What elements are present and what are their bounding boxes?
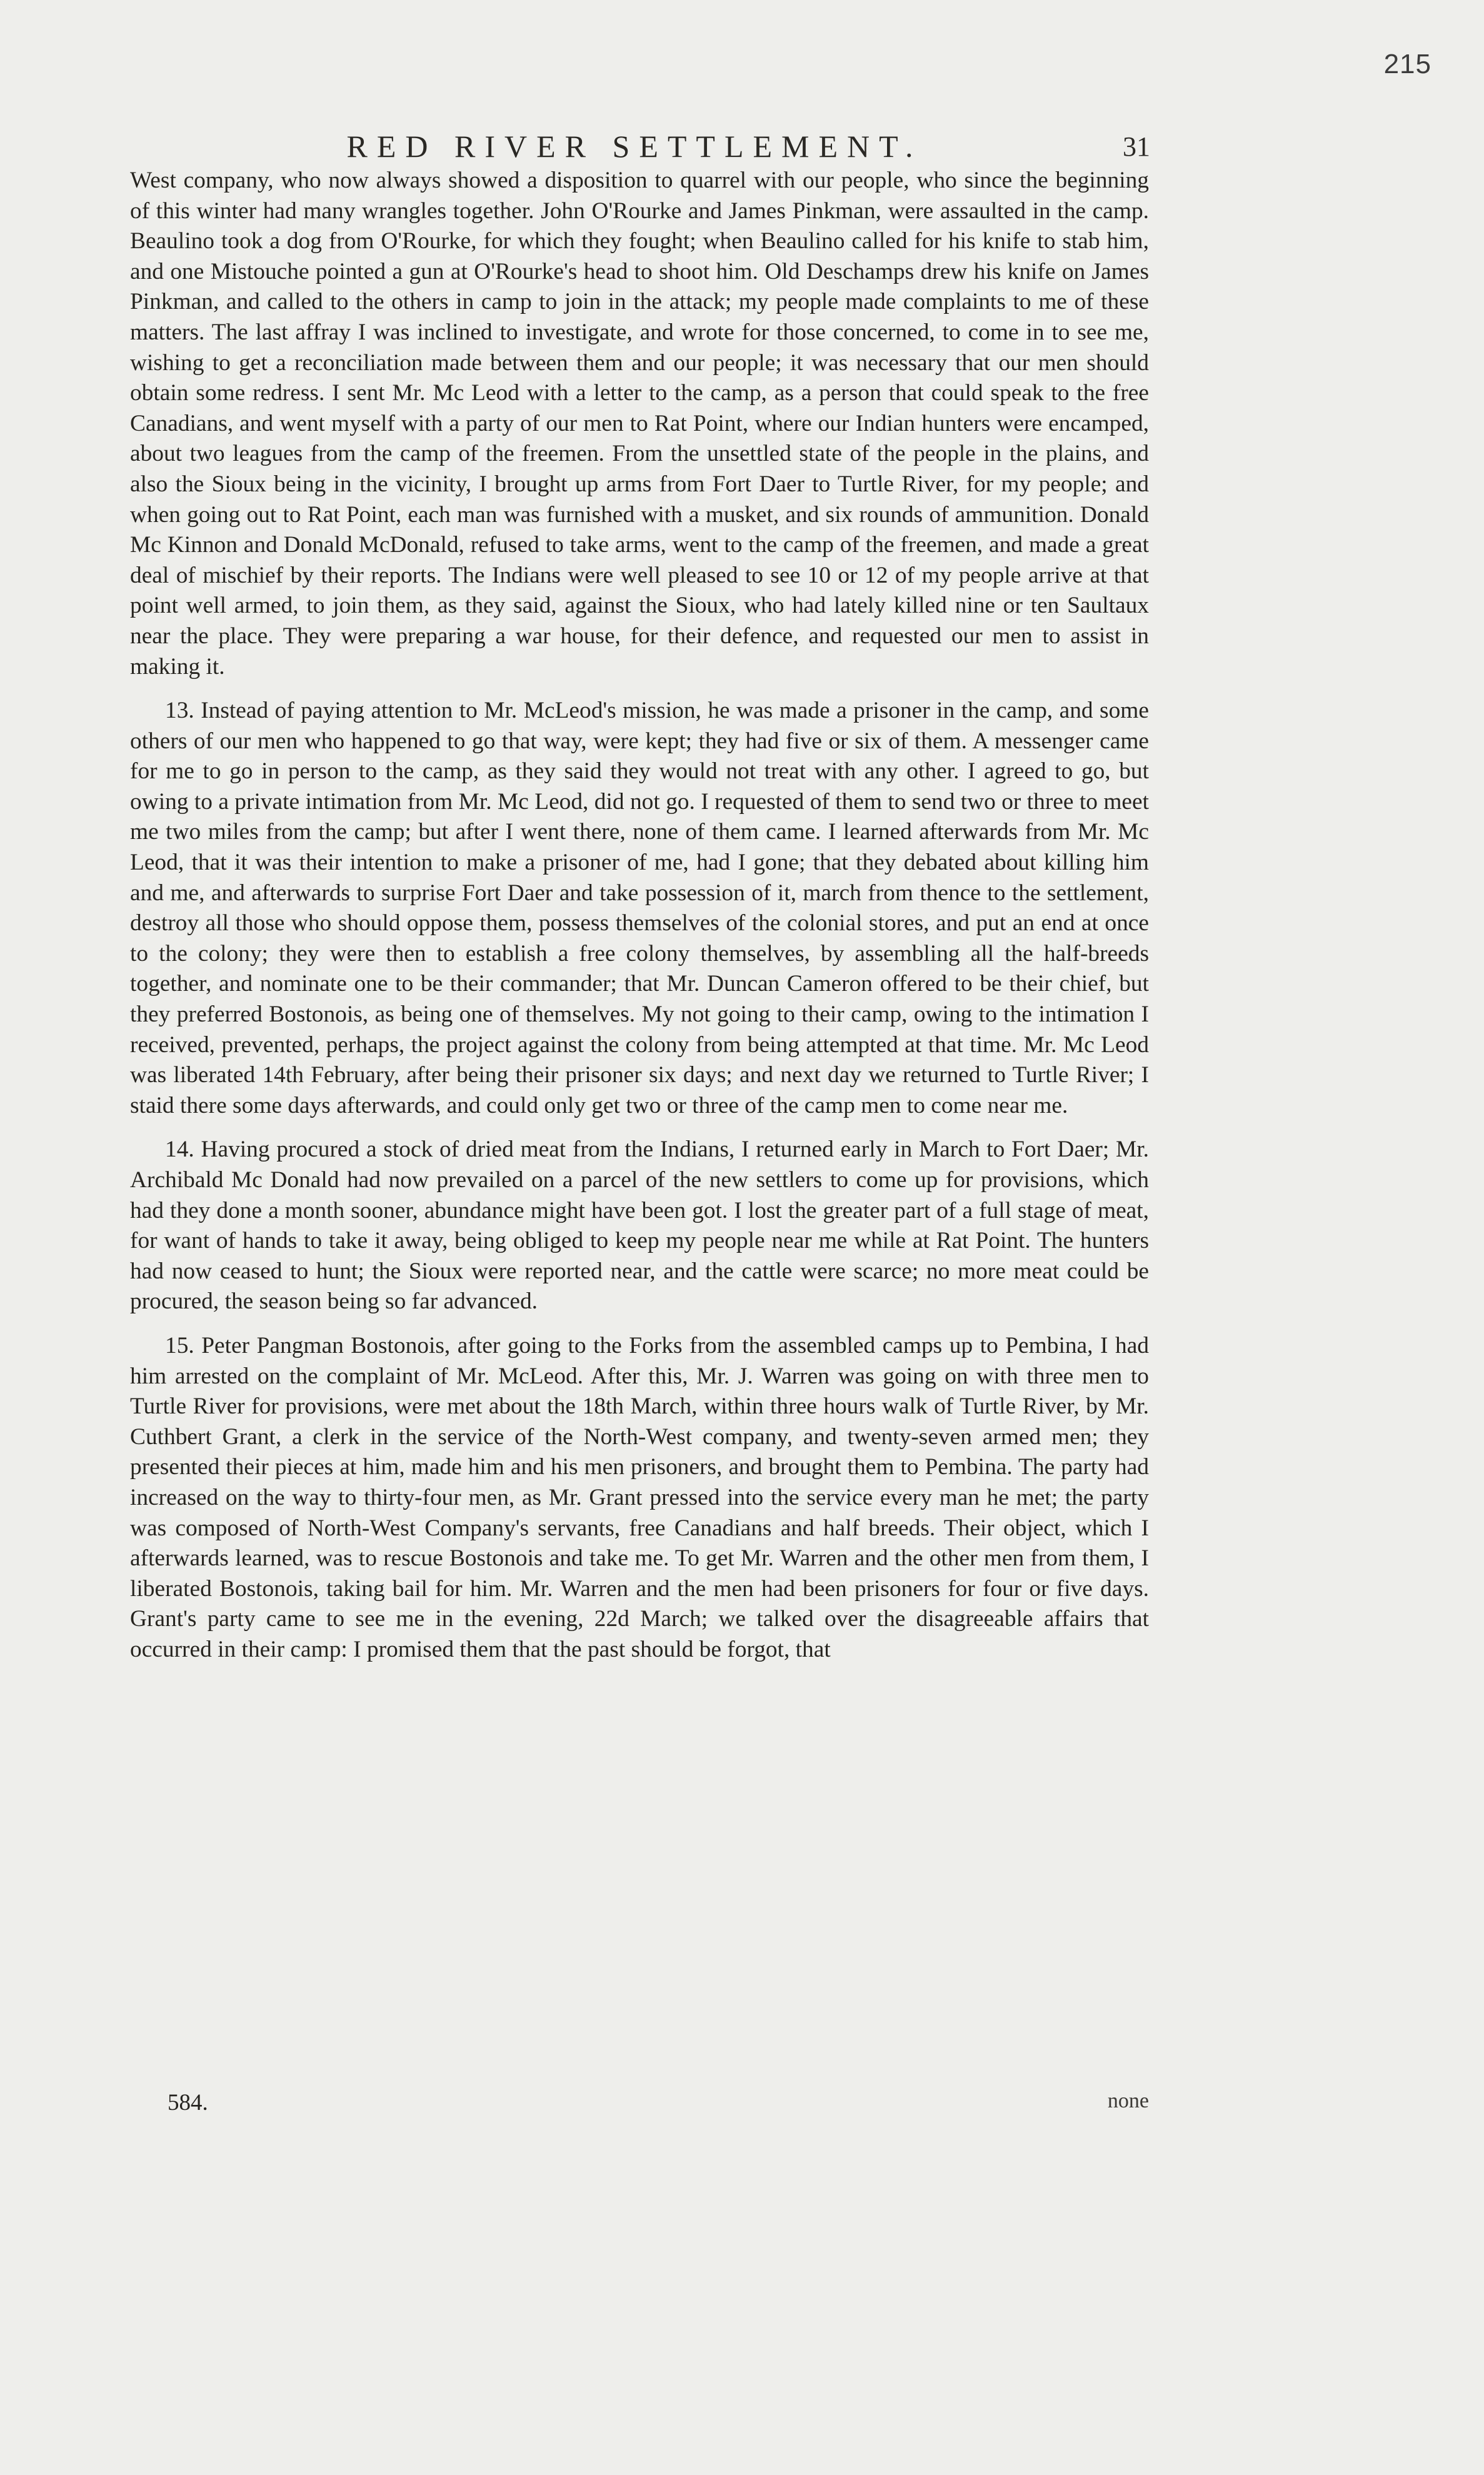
catchword: none xyxy=(1107,2089,1149,2112)
paragraph-13: 13. Instead of paying attention to Mr. McLeod's mission, he was made a prisoner in the camp, and some others of our men who happened to go that way, were kept; they had five or six of them. A messenger came for me to go in person to the camp, as they said they would not treat with any other. I agreed to go, but owing to a private intimation from Mr. Mc Leod, did not go. I requested of them to send two or three to meet me two miles from the camp; but after I went there, none of them came. I learned afterwards from Mr. Mc Leod, that it was their intention to make a prisoner of me, had I gone; that they debated about killing him and me, and afterwards to surprise Fort Daer and take possession of it, march from thence to the settlement, destroy all those who should oppose them, possess themselves of the colonial stores, and put an end at once to the colony; they were then to establish a free colony themselves, by assembling all the half-breeds together, and nominate one to be their commander; that Mr. Duncan Cameron offered to be their chief, but they preferred Bostonois, as being one of themselves. My not going to their camp, owing to the intimation I received, prevented, perhaps, the project against the colony from being attempted at that time. Mr. Mc Leod was liberated 14th February, after being their prisoner six days; and next day we returned to Turtle River; I staid there some days afterwards, and could only get two or three of the camp men to come near me. xyxy=(130,698,1149,1118)
archive-page-number: 215 xyxy=(1383,49,1431,79)
signature-mark: 584. xyxy=(168,2090,208,2116)
paragraph-14: 14. Having procured a stock of dried meat from the Indians, I returned early in March to Fort Daer; Mr. Archibald Mc Donald had now prevailed on a parcel of the new settlers to come up for provisions, which had they done a month sooner, abundance might have been got. I lost the greater part of a full stage of meat, for want of hands to take it away, being obliged to keep my people near me while at Rat Point. The hunters had now ceased to hunt; the Sioux were reported near, and the cattle were scarce; no more meat could be procured, the season being so far advanced. xyxy=(130,1137,1149,1315)
paragraph-15: 15. Peter Pangman Bostonois, after going to the Forks from the assembled camps up to Pembina, I had him arrested on the complaint of Mr. McLeod. After this, Mr. J. Warren was going on with three men to Turtle River for provisions, were met about the 18th March, within three hours walk of Turtle River, by Mr. Cuthbert Grant, a clerk in the service of the North-West company, and twenty-seven armed men; they presented their pieces at him, made him and his men prisoners, and brought them to Pembina. The party had increased on the way to thirty-four men, as Mr. Grant pressed into the service every man he met; the party was composed of North-West Company's servants, free Canadians and half breeds. Their object, which I afterwards learned, was to rescue Bostonois and take me. To get Mr. Warren and the other men from them, I liberated Bostonois, taking bail for him. Mr. Warren and the men had been prisoners for four or five days. Grant's party came to see me in the evening, 22d March; we talked over the disagreeable affairs that occurred in their camp: I promised them that the past should be forgot, that xyxy=(130,1332,1149,1662)
folio-number: 31 xyxy=(1123,131,1150,162)
running-head-title: RED RIVER SETTLEMENT. xyxy=(346,129,923,164)
page-footer xyxy=(168,2089,1149,2121)
body-text xyxy=(130,166,1149,1665)
paragraph-continuation: West company, who now always showed a disposition to quarrel with our people, who since the beginning of this winter had many wrangles together. John O'Rourke and James Pinkman, were assaulted in the camp. Beaulino took a dog from O'Rourke, for which they fought; when Beaulino called for his knife to stab him, and one Mistouche pointed a gun at O'Rourke's head to shoot him. Old Deschamps drew his knife on James Pinkman, and called to the others in camp to join in the attack; my people made complaints to me of these matters. The last affray I was inclined to investigate, and wrote for those concerned, to come in to see me, wishing to get a reconciliation made between them and our people; it was necessary that our men should obtain some redress. I sent Mr. Mc Leod with a letter to the camp, as a person that could speak to the free Canadians, and went myself with a party of our men to Rat Point, where our Indian hunters were encamped, about two leagues from the camp of the freemen. From the unsettled state of the people in the plains, and also the Sioux being in the vicinity, I brought up arms from Fort Daer to Turtle River, for my people; and when going out to Rat Point, each man was furnished with a musket, and six rounds of ammunition. Donald Mc Kinnon and Donald McDonald, refused to take arms, went to the camp of the freemen, and made a great deal of mischief by their reports. The Indians were well pleased to see 10 or 12 of my people arrive at that point well armed, to join them, as they said, against the Sioux, who had lately killed nine or ten Saultaux near the place. They were preparing a war house, for their defence, and requested our men to assist in making it. xyxy=(130,168,1149,680)
